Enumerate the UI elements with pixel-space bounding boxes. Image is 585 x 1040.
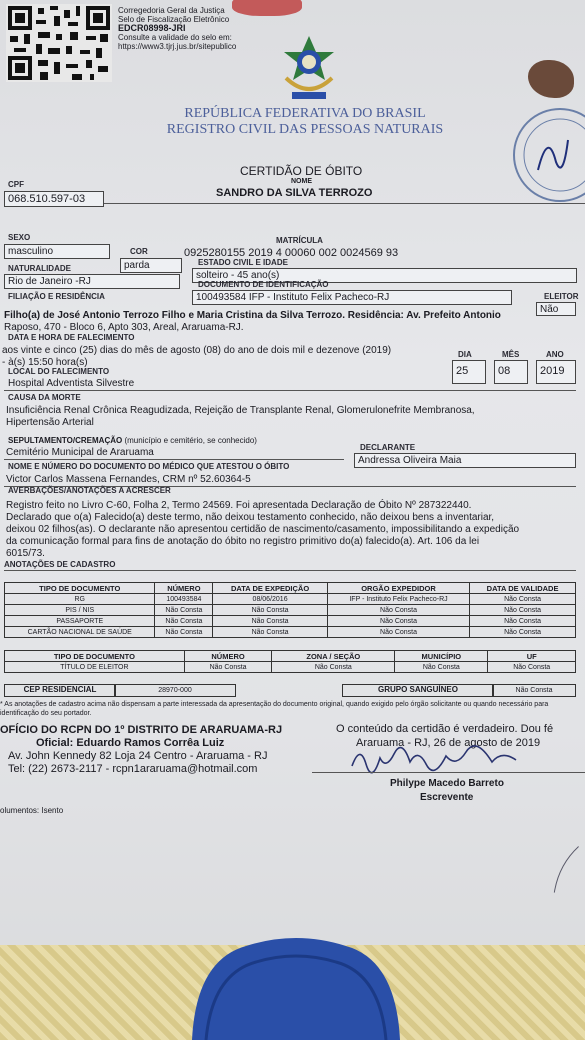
seal-line2: Selo de Fiscalização Eletrônico bbox=[118, 15, 230, 24]
table-header: NÚMERO bbox=[184, 651, 272, 662]
filiacao-line1: Filho(a) de José Antonio Terrozo Filho e Maria Cristina da Silva Terrozo. Residência: Av. Prefeito Antonio bbox=[4, 310, 501, 321]
filiacao-label: FILIAÇÃO E RESIDÊNCIA bbox=[8, 292, 105, 301]
eleitor-field: Não bbox=[536, 302, 576, 316]
blue-seal-icon bbox=[186, 930, 406, 1040]
local-value: Hospital Adventista Silvestre bbox=[8, 378, 135, 389]
signer-role: Escrevente bbox=[420, 792, 474, 803]
blood-group-label: GRUPO SANGUÍNEO bbox=[342, 684, 494, 697]
averbacoes-label: AVERBAÇÕES/ANOTAÇÕES A ACRESCER bbox=[8, 486, 171, 495]
table-cell: 100493584 bbox=[155, 594, 213, 605]
table-cell: CARTÃO NACIONAL DE SAÚDE bbox=[5, 627, 155, 638]
table-header: UF bbox=[488, 651, 576, 662]
round-stamp-icon bbox=[508, 100, 585, 210]
mes-field: 08 bbox=[494, 360, 528, 384]
table-cell: Não Consta bbox=[470, 594, 576, 605]
averbacoes-line5: 6015/73. bbox=[6, 548, 45, 559]
data-hora-line1: aos vinte e cinco (25) dias do mês de agosto (08) do ano de dois mil e dezenove (2019) bbox=[2, 345, 392, 356]
documents-table bbox=[4, 582, 576, 638]
table-cell: Não Consta bbox=[327, 627, 469, 638]
deceased-name: SANDRO DA SILVA TERROZO bbox=[216, 187, 373, 199]
mes-label: MÊS bbox=[502, 350, 520, 359]
seal-line1: Corregedoria Geral da Justiça bbox=[118, 6, 225, 15]
table-cell: Não Consta bbox=[155, 627, 213, 638]
table-cell: Não Consta bbox=[272, 662, 395, 673]
office-address: Av. John Kennedy 82 Loja 24 Centro - Araruama - RJ bbox=[8, 750, 268, 762]
causa-text bbox=[6, 405, 572, 429]
table-cell: Não Consta bbox=[488, 662, 576, 673]
sexo-field: masculino bbox=[4, 244, 110, 259]
averbacoes-line1: Registro feito no Livro C-60, Folha 2, Termo 24569. Foi apresentada Declaração de Óbito Nº 287322440. bbox=[6, 500, 472, 511]
eleitor-label: ELEITOR bbox=[544, 292, 579, 301]
sexo-label: SEXO bbox=[8, 233, 31, 242]
signature-icon bbox=[346, 740, 526, 776]
attest-line2: Araruama - RJ, 26 de agosto de 2019 bbox=[356, 737, 541, 749]
sepultamento-hint: (município e cemitério, se conhecido) bbox=[124, 436, 257, 445]
averbacoes-line3: deixou 02 filhos(as). O declarante não apresentou certidão de nascimento/casamento, impossibilitando a expedição bbox=[6, 524, 520, 535]
electronic-seal bbox=[118, 6, 236, 51]
table-cell: Não Consta bbox=[155, 616, 213, 627]
table-cell: Não Consta bbox=[395, 662, 488, 673]
table-header: ZONA / SEÇÃO bbox=[272, 651, 395, 662]
table-header-row bbox=[5, 583, 576, 594]
matricula-value: 0925280155 2019 4 00060 002 0024569 93 bbox=[184, 247, 399, 259]
ano-label: ANO bbox=[546, 350, 564, 359]
cor-label: COR bbox=[130, 247, 148, 256]
rotated-stamp bbox=[509, 819, 585, 901]
data-hora-line2: - à(s) 15:50 hora(s) bbox=[2, 357, 88, 368]
cep-label: CEP RESIDENCIAL bbox=[4, 684, 116, 697]
stain bbox=[528, 60, 574, 98]
table-cell: Não Consta bbox=[155, 605, 213, 616]
signer-name: Philype Macedo Barreto bbox=[390, 778, 504, 789]
documento-field: 100493584 IFP - Instituto Felix Pacheco-RJ bbox=[192, 290, 512, 305]
table-row bbox=[5, 616, 576, 627]
dia-field: 25 bbox=[452, 360, 486, 384]
filiacao-text bbox=[4, 310, 580, 334]
table-row bbox=[5, 627, 576, 638]
table-cell: Não Consta bbox=[470, 627, 576, 638]
table-cell: Não Consta bbox=[327, 605, 469, 616]
sepultamento-label-row bbox=[8, 436, 257, 445]
table-header: NÚMERO bbox=[155, 583, 213, 594]
attest-line1: O conteúdo da certidão é verdadeiro. Dou fé bbox=[336, 723, 554, 735]
cpf-field: 068.510.597-03 bbox=[4, 191, 104, 207]
table-row bbox=[5, 605, 576, 616]
registry-title: REGISTRO CIVIL DAS PESSOAS NATURAIS bbox=[166, 122, 444, 137]
qr-code-icon bbox=[6, 4, 112, 82]
office-block bbox=[0, 724, 282, 776]
office-name: OFÍCIO DO RCPN DO 1º DISTRITO DE ARARUAMA-RJ bbox=[0, 724, 283, 736]
averbacoes-line2: Declarado que o(a) Falecido(a) deste termo, não deixou testamento conhecido, não deixou bens a inventariar, bbox=[6, 512, 495, 523]
table-header: DATA DE EXPEDIÇÃO bbox=[213, 583, 328, 594]
table-cell: IFP - Instituto Felix Pacheco-RJ bbox=[327, 594, 469, 605]
table-cell: TÍTULO DE ELEITOR bbox=[5, 662, 185, 673]
table-cell: Não Consta bbox=[213, 605, 328, 616]
seal-code: EDCR08998-JRI bbox=[118, 23, 186, 33]
anotacoes-label: ANOTAÇÕES DE CADASTRO bbox=[4, 560, 116, 569]
table-header: TIPO DE DOCUMENTO bbox=[5, 583, 155, 594]
office-contact: Tel: (22) 2673-2117 - rcpn1araruama@hotmail.com bbox=[8, 763, 258, 775]
seal-url[interactable]: https://www3.tjrj.jus.br/sitepublico bbox=[118, 42, 237, 51]
matricula-label: MATRÍCULA bbox=[276, 236, 323, 245]
name-label: NOME bbox=[291, 178, 312, 185]
footnote: * As anotações de cadastro acima não dispensam a parte interessada da apresentação do documento original, quando exigido pelo órgão solicitante ou quando necessário para identificação do seu portador. bbox=[0, 701, 549, 717]
local-label: LOCAL DO FALECIMENTO bbox=[8, 367, 110, 376]
table-row bbox=[5, 662, 576, 673]
data-hora-text bbox=[2, 345, 442, 369]
emolumentos: olumentos: Isento bbox=[0, 806, 64, 815]
causa-line2: Hipertensão Arterial bbox=[6, 417, 94, 428]
table-header: MUNICÍPIO bbox=[395, 651, 488, 662]
declarante-field: Andressa Oliveira Maia bbox=[354, 453, 576, 468]
voter-table bbox=[4, 650, 576, 673]
table-cell: PIS / NIS bbox=[5, 605, 155, 616]
table-cell: Não Consta bbox=[213, 627, 328, 638]
cpf-label: CPF bbox=[8, 180, 24, 189]
office-official: Oficial: Eduardo Ramos Corrêa Luiz bbox=[36, 737, 225, 749]
seal-line3: Consulte a validade do selo em: bbox=[118, 33, 232, 42]
sepultamento-label: SEPULTAMENTO/CREMAÇÃO bbox=[8, 436, 123, 445]
table-cell: 08/06/2016 bbox=[213, 594, 328, 605]
medico-label: NOME E NÚMERO DO DOCUMENTO DO MÉDICO QUE ATESTOU O ÓBITO bbox=[8, 462, 290, 471]
header bbox=[140, 106, 470, 138]
declarante-label: DECLARANTE bbox=[360, 443, 416, 452]
table-cell: RG bbox=[5, 594, 155, 605]
causa-label: CAUSA DA MORTE bbox=[8, 393, 81, 402]
data-hora-label: DATA E HORA DE FALECIMENTO bbox=[8, 333, 135, 342]
averbacoes-line4: da comunicação formal para fins de anotação do óbito no registro primitivo do(a) falecido(a). Art. 106 da lei bbox=[6, 536, 480, 547]
table-cell: Não Consta bbox=[470, 616, 576, 627]
dia-label: DIA bbox=[458, 350, 472, 359]
table-header: TIPO DE DOCUMENTO bbox=[5, 651, 185, 662]
cep-value: 28970-000 bbox=[114, 684, 236, 697]
averbacoes-text bbox=[6, 500, 576, 560]
cep-row bbox=[4, 684, 576, 696]
naturalidade-label: NATURALIDADE bbox=[8, 264, 71, 273]
table-header: ORGÃO EXPEDIDOR bbox=[327, 583, 469, 594]
republic-title: REPÚBLICA FEDERATIVA DO BRASIL bbox=[184, 106, 426, 121]
blood-group-value: Não Consta bbox=[492, 684, 576, 697]
red-stain bbox=[232, 0, 302, 16]
name-stamp-icon bbox=[509, 819, 585, 901]
estado-civil-label: ESTADO CIVIL E IDADE bbox=[198, 258, 288, 267]
table-row bbox=[5, 594, 576, 605]
table-cell: Não Consta bbox=[184, 662, 272, 673]
cor-field: parda bbox=[120, 258, 182, 273]
causa-line1: Insuficiência Renal Crônica Reagudizada, Rejeição de Transplante Renal, Glomerulonefrite Membranosa, bbox=[6, 405, 475, 416]
documento-label: DOCUMENTO DE IDENTIFICAÇÃO bbox=[198, 280, 329, 289]
ano-field: 2019 bbox=[536, 360, 576, 384]
table-header-row bbox=[5, 651, 576, 662]
filiacao-line2: Raposo, 470 - Bloco 6, Apto 303, Areal, Araruama-RJ. bbox=[4, 322, 244, 333]
sepultamento-value: Cemitério Municipal de Araruama bbox=[6, 447, 154, 458]
table-header: DATA DE VALIDADE bbox=[470, 583, 576, 594]
table-cell: PASSAPORTE bbox=[5, 616, 155, 627]
certificate-title: CERTIDÃO DE ÓBITO bbox=[240, 164, 363, 178]
table-cell: Não Consta bbox=[327, 616, 469, 627]
naturalidade-field: Rio de Janeiro -RJ bbox=[4, 274, 180, 289]
table-cell: Não Consta bbox=[213, 616, 328, 627]
estado-civil-field: solteiro - 45 ano(s) bbox=[192, 268, 577, 283]
table-cell: Não Consta bbox=[470, 605, 576, 616]
medico-value: Victor Carlos Massena Fernandes, CRM nº 52.60364-5 bbox=[6, 474, 251, 485]
coat-of-arms-icon bbox=[278, 34, 340, 104]
